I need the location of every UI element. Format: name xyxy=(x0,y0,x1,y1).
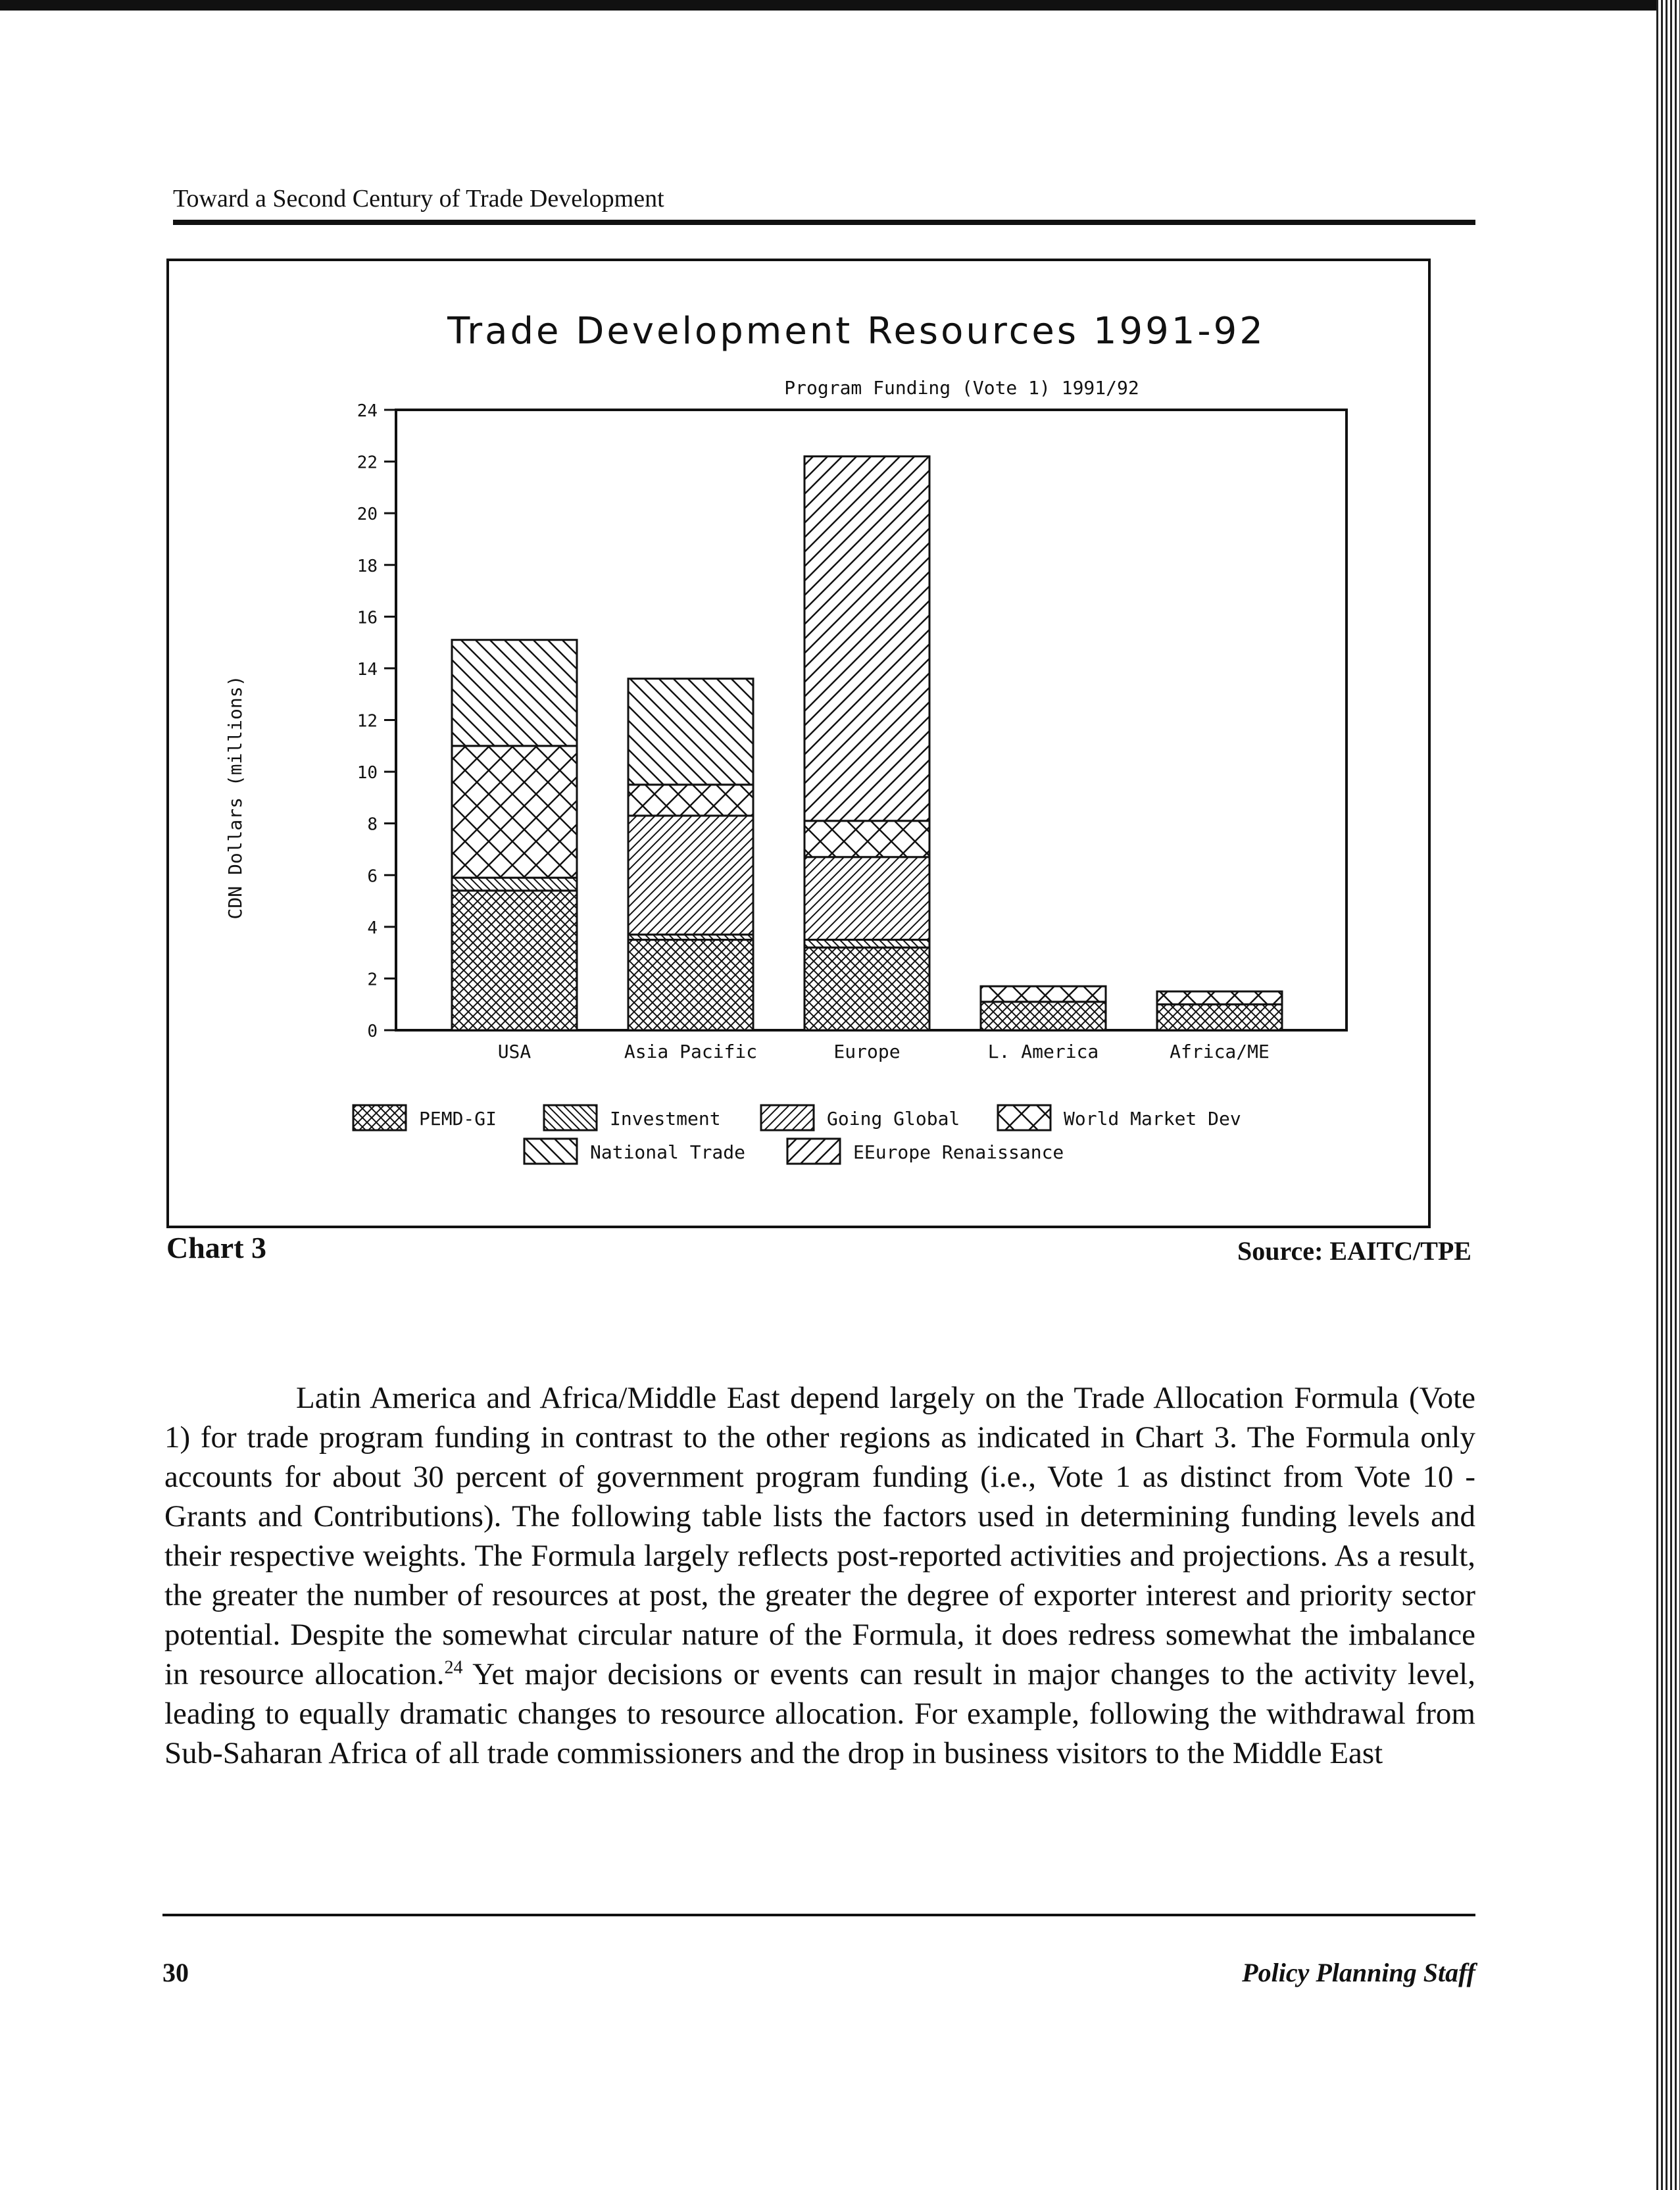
bar-segment xyxy=(804,857,929,940)
page-top-edge xyxy=(0,0,1680,11)
x-tick-label: Asia Pacific xyxy=(624,1041,758,1062)
legend-label: National Trade xyxy=(590,1141,746,1163)
body-paragraph-continued: Yet major decisions or events can result in major changes to the activity level, leading to equally dramatic changes to resource allocation. For example, following the withdrawal from Sub-Saharan Africa of all trade commissioners and the drop in business visitors to the Middle East xyxy=(164,1657,1475,1770)
y-tick-label: 10 xyxy=(357,763,378,784)
y-tick-label: 2 xyxy=(367,970,378,990)
legend-label: Going Global xyxy=(827,1108,960,1130)
legend-swatch xyxy=(787,1139,840,1164)
bar-segment xyxy=(981,986,1106,1002)
bar-segment xyxy=(804,947,929,1030)
chart-frame xyxy=(166,259,1431,1228)
bar-segment xyxy=(628,816,753,935)
page-right-edge xyxy=(1656,0,1680,2190)
y-tick-label: 18 xyxy=(357,556,378,576)
legend-swatch xyxy=(524,1139,577,1164)
running-head: Toward a Second Century of Trade Development xyxy=(173,185,664,212)
chart-marks xyxy=(353,401,1282,1164)
legend-swatch xyxy=(761,1105,814,1130)
bar-segment xyxy=(981,1002,1106,1030)
bar-segment xyxy=(804,821,929,857)
bar-segment xyxy=(628,785,753,816)
y-tick-label: 14 xyxy=(357,659,378,680)
y-tick-label: 22 xyxy=(357,453,378,473)
legend-label: World Market Dev xyxy=(1064,1108,1241,1130)
bar-segment xyxy=(1157,991,1282,1005)
footer-rule xyxy=(162,1914,1475,1916)
x-tick-label: Africa/ME xyxy=(1170,1041,1270,1062)
bar-segment xyxy=(452,878,577,891)
bar-segment xyxy=(628,939,753,1030)
y-tick-label: 24 xyxy=(357,401,378,421)
chart-title: Trade Development Resources 1991-92 xyxy=(447,310,1266,353)
y-tick-label: 20 xyxy=(357,505,378,525)
y-tick-label: 6 xyxy=(367,866,378,887)
chart xyxy=(169,261,1428,1226)
header-rule xyxy=(173,220,1475,225)
bar-segment xyxy=(804,457,929,821)
y-tick-label: 4 xyxy=(367,918,378,938)
legend-label: Investment xyxy=(610,1108,721,1130)
y-tick-label: 16 xyxy=(357,608,378,628)
bar-segment xyxy=(452,640,577,746)
legend-swatch xyxy=(353,1105,406,1130)
page-number: 30 xyxy=(162,1958,189,1987)
bar-segment xyxy=(804,939,929,947)
body-paragraph xyxy=(164,1378,1475,1773)
chart-caption: Chart 3 xyxy=(166,1231,267,1264)
y-tick-label: 0 xyxy=(367,1022,378,1041)
legend-label: EEurope Renaissance xyxy=(853,1141,1064,1163)
footnote-marker[interactable]: 24 xyxy=(444,1657,463,1678)
x-tick-label: USA xyxy=(497,1041,531,1062)
legend-swatch xyxy=(998,1105,1050,1130)
x-tick-label: Europe xyxy=(833,1041,901,1062)
chart-source: Source: EAITC/TPE xyxy=(1237,1236,1471,1266)
bar-segment xyxy=(628,679,753,785)
y-tick-label: 12 xyxy=(357,711,378,732)
bar-segment xyxy=(452,891,577,1030)
x-tick-label: L. America xyxy=(987,1041,1099,1062)
y-axis-label: CDN Dollars (millions) xyxy=(224,675,246,920)
body-paragraph-text: Latin America and Africa/Middle East depend largely on the Trade Allocation Formula (Vote 1) for trade program funding in contrast to the other regions as indicated in Chart 3. The Formula only accounts for about 30 percent of government program funding (i.e., Vote 1 as distinct from Vote 10 - Grants and Contributions). The following table lists the factors used in determining funding levels and their respective weights. The Formula largely reflects post-reported activities and projections. As a result, the greater the number of resources at post, the greater the degree of exporter interest and priority sector potential. Despite the somewhat circular nature of the Formula, it does redress somewhat the imbalance in resource allocation. xyxy=(164,1381,1475,1691)
bar-segment xyxy=(1157,1005,1282,1030)
bar-segment xyxy=(452,746,577,878)
footer-publisher: Policy Planning Staff xyxy=(1242,1958,1475,1987)
legend-swatch xyxy=(544,1105,597,1130)
legend-label: PEMD-GI xyxy=(419,1108,497,1130)
chart-subtitle: Program Funding (Vote 1) 1991/92 xyxy=(784,377,1139,399)
y-tick-label: 8 xyxy=(367,814,378,835)
